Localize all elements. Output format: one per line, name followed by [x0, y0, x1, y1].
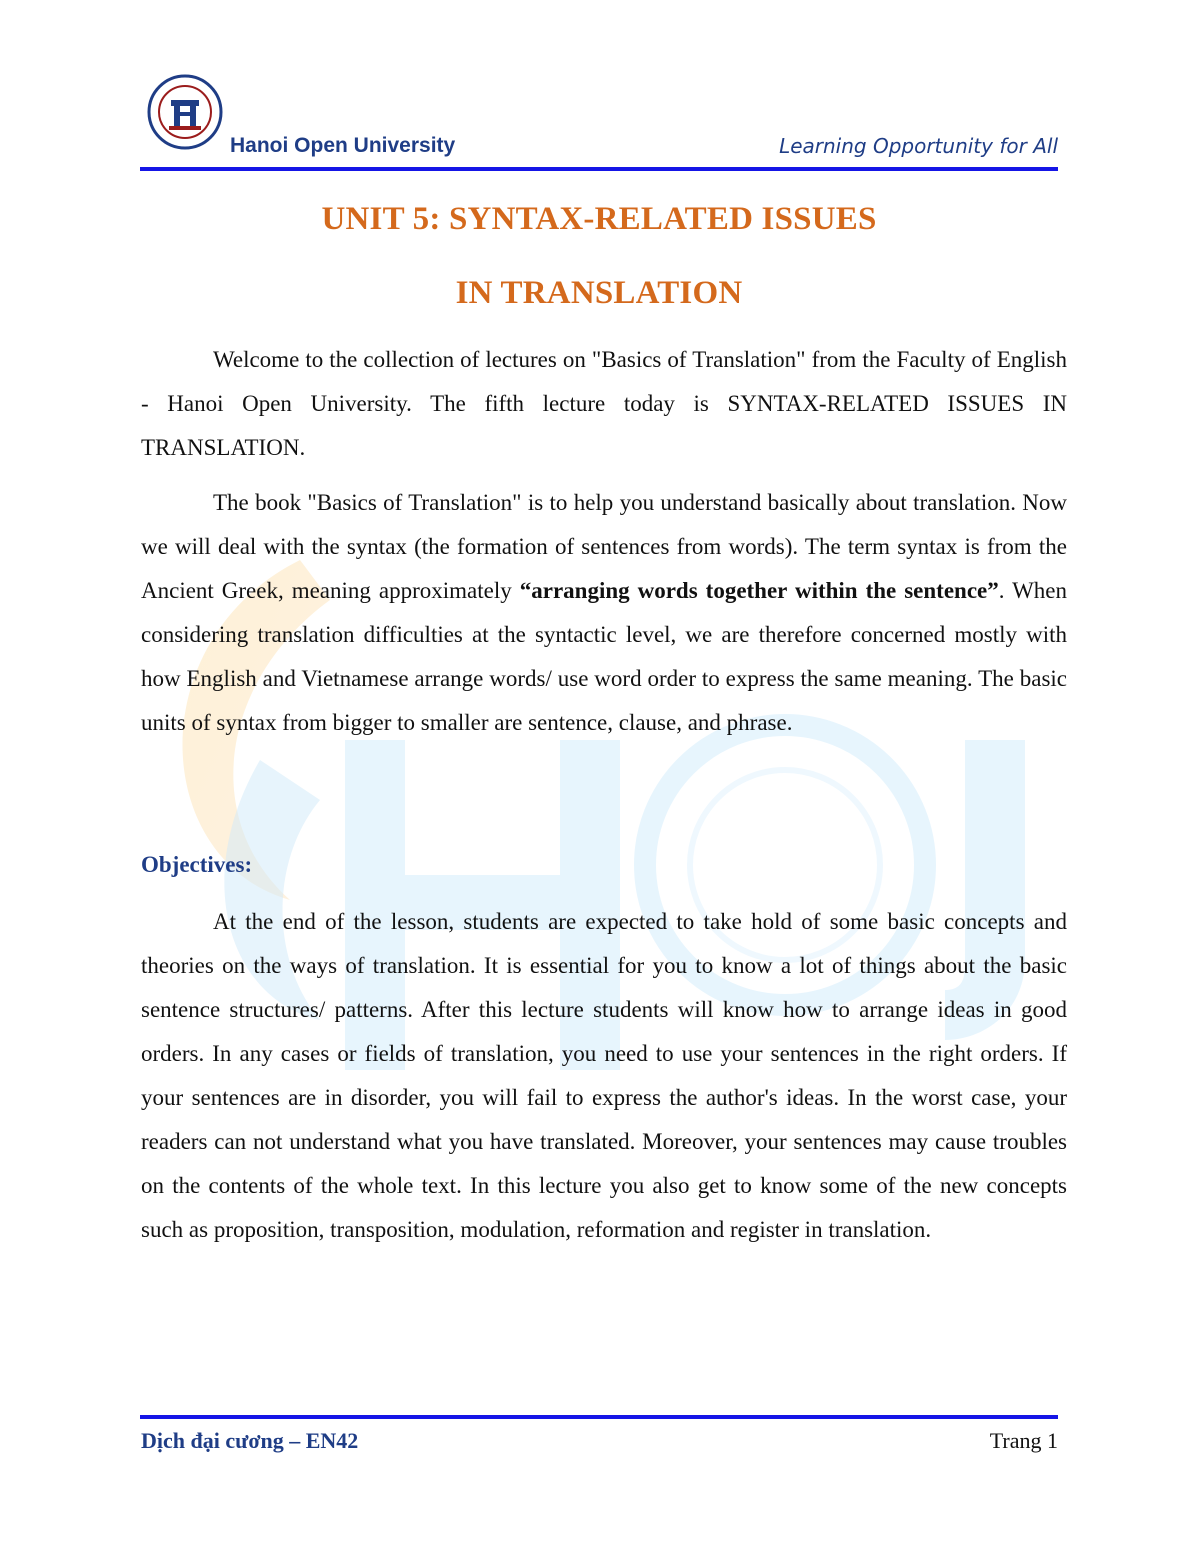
- header-divider: [140, 167, 1058, 171]
- syntax-text-part1: The book "Basics of Translation" is to help you understand basically about translation. Now we will deal with the syntax (the formation of sentences from words). The term syntax is from the Ancient Greek, meaning approximately: [141, 490, 1067, 603]
- university-name: Hanoi Open University: [230, 134, 456, 157]
- unit-title-line-2: IN TRANSLATION: [455, 275, 743, 311]
- objectives-paragraph: [141, 900, 1067, 1252]
- unit-title-line-1: UNIT 5: SYNTAX-RELATED ISSUES: [321, 201, 877, 237]
- intro-paragraph: [141, 338, 1067, 470]
- footer-page-number: Trang 1: [989, 1428, 1058, 1453]
- syntax-text-part2: . When considering translation difficulties at the syntactic level, we are therefore concerned mostly with how English and Vietnamese arrange words/ use word order to express the same meaning. The basic units of syntax from bigger to smaller are sentence, clause, and phrase.: [141, 578, 1067, 735]
- university-logo: [145, 70, 225, 160]
- syntax-definition-bold: “arranging words together within the sentence”: [519, 578, 999, 603]
- university-slogan: Learning Opportunity for All: [779, 134, 1058, 158]
- intro-text: Welcome to the collection of lectures on "Basics of Translation" from the Faculty of English - Hanoi Open University. The fifth lecture today is SYNTAX-RELATED ISSUES IN TRANSLATION.: [141, 347, 1067, 460]
- syntax-paragraph: [141, 481, 1067, 745]
- footer-course-code: Dịch đại cương – EN42: [141, 1428, 359, 1453]
- objectives-text: At the end of the lesson, students are expected to take hold of some basic concepts and theories on the ways of translation. It is essential for you to know a lot of things about the basic sentence structures/ patterns. After this lecture students will know how to arrange ideas in good orders. In any cases or fields of translation, you need to use your sentences in the right orders. If your sentences are in disorder, you will fail to express the author's ideas. In the worst case, your readers can not understand what you have translated. Moreover, your sentences may cause troubles on the contents of the whole text. In this lecture you also get to know some of the new concepts such as proposition, transposition, modulation, reformation and register in translation.: [141, 909, 1067, 1242]
- footer-divider: [140, 1415, 1058, 1419]
- objectives-heading: Objectives:: [141, 852, 253, 877]
